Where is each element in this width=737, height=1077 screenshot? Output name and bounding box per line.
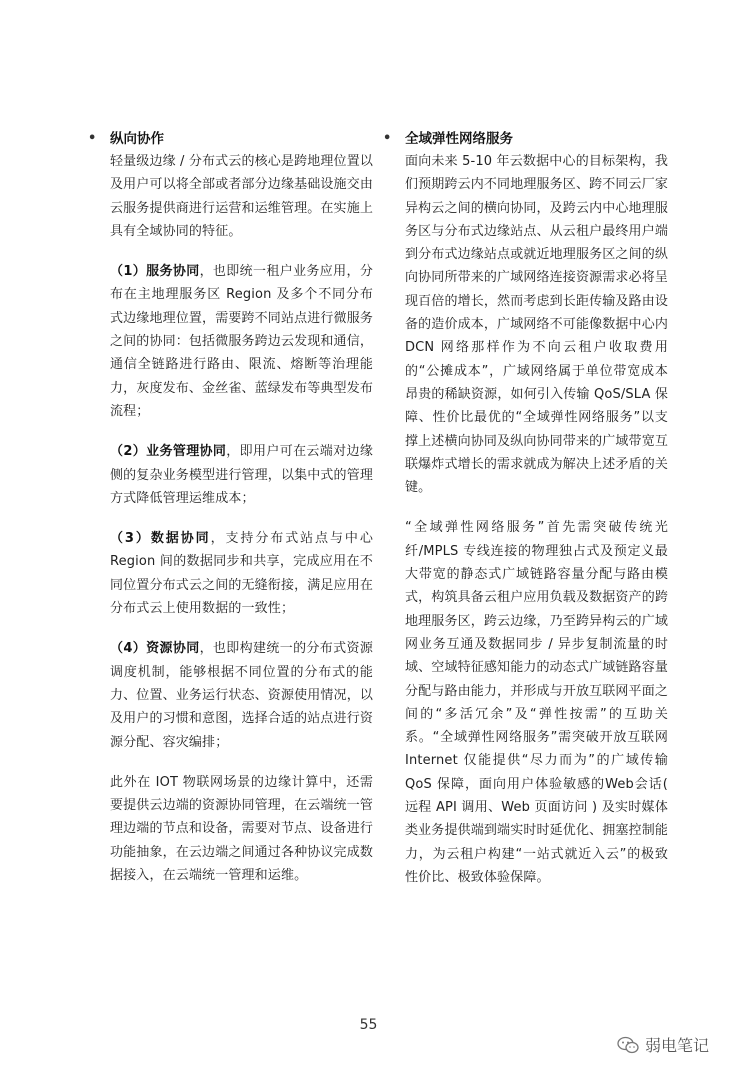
- item-resource-collab: [110, 637, 373, 753]
- bullet: •: [383, 131, 392, 146]
- heading-text: 全域弹性网络服务: [405, 131, 513, 147]
- item-text: ，即用户可在云端对边缘侧的复杂业务模型进行管理，以集中式的管理方式降低管理运维成本；: [110, 444, 374, 506]
- bullet: •: [88, 131, 97, 146]
- section-heading-vertical-collab: [88, 128, 373, 150]
- item-text: ，也即统一租户业务应用，分布在主地理服务区 Region 及多个不同分布式边缘地理位置，需要跨不同站点进行微服务之间的协同：包括微服务跨边云发现和通信，通信全链路进行路由、限流、熔断等治理能力，灰度发布、金丝雀、蓝绿发布等典型发布流程；: [110, 264, 374, 419]
- right-column: [383, 128, 668, 889]
- item-number: （4）: [110, 641, 147, 657]
- item-title: 服务协同: [146, 264, 200, 280]
- item-title: 资源协同: [146, 641, 200, 657]
- item-title: 数据协同: [150, 531, 211, 547]
- item-business-mgmt-collab: [110, 440, 373, 510]
- elastic-network-paragraph-1: 面向未来 5-10 年云数据中心的目标架构，我们预期跨云内不同地理服务区、跨不同云厂家异构云之间的横向协同，及跨云内中心地理服务区与分布式边缘站点、从云租户最终用户端到分布式边缘站点或就近地理服务区之间的纵向协同所带来的广域网络连接资源需求必将呈现百倍的增长，然而考虑到长距传输及路由设备的造价成本，广域网络不可能像数据中心内 DCN 网络那样作为不向云租户收取费用的“公摊成本”，广域网络属于单位带宽成本昂贵的稀缺资源，如何引入传输 QoS/SLA 保障、性价比最优的“全域弹性网络服务”以支撑上述横向协同及纵向协同带来的广域带宽互联爆炸式增长的需求就成为解决上述矛盾的关键。: [405, 154, 669, 496]
- item-text: ，也即构建统一的分布式资源调度机制，能够根据不同位置的分布式的能力、位置、业务运行状态、资源使用情况，以及用户的习惯和意图，选择合适的站点进行资源分配、容灾编排；: [110, 641, 374, 750]
- watermark-text: 弱电笔记: [645, 1036, 710, 1055]
- item-title: 业务管理协同: [146, 444, 227, 460]
- page-number: 55: [359, 1017, 378, 1033]
- intro-paragraph: 轻量级边缘 / 分布式云的核心是跨地理位置以及用户可以将全部或者部分边缘基础设施交由云服务提供商进行运营和运维管理。在实施上具有全域协同的特征。: [110, 154, 374, 239]
- wechat-icon: [617, 1036, 639, 1054]
- watermark: [617, 1033, 709, 1056]
- left-column: [88, 128, 373, 887]
- item-number: （1）: [110, 264, 147, 280]
- item-number: （3）: [110, 531, 151, 547]
- item-number: （2）: [110, 444, 147, 460]
- item-service-collab: [110, 260, 373, 423]
- closing-paragraph: 此外在 IOT 物联网场景的边缘计算中，还需要提供云边端的资源协同管理，在云端统一管理边端的节点和设备，需要对节点、设备进行功能抽象，在云边端之间通过各种协议完成数据接入，在云端统一管理和运维。: [110, 774, 374, 884]
- section-heading-elastic-network: [383, 128, 668, 150]
- item-data-collab: [110, 527, 373, 620]
- heading-text: 纵向协作: [110, 131, 164, 147]
- item-text: ，支持分布式站点与中心 Region 间的数据同步和共享，完成应用在不同位置分布式云之间的无缝衔接，满足应用在分布式云上使用数据的一致性；: [110, 531, 374, 617]
- elastic-network-paragraph-2: “全域弹性网络服务”首先需突破传统光纤/MPLS 专线连接的物理独占式及预定义最大带宽的静态式广域链路容量分配与路由模式，构筑具备云租户应用负载及数据资产的跨地理服务区，跨云边缘，乃至跨异构云的广域网业务互通及数据同步 / 异步复制流量的时域、空域特征感知能力的动态式广域链路容量分配与路由能力，并形成与开放互联网平面之间的“多活冗余”及“弹性按需”的互助关系。“全域弹性网络服务”需突破开放互联网 Internet 仅能提供“尽力而为”的广域传输 QoS 保障，面向用户体验敏感的Web会话( 远程 API 调用、Web 页面访问 ) 及实时媒体类业务提供端到端实时时延优化、拥塞控制能力，为云租户构建“一站式就近入云”的极致性价比、极致体验保障。: [405, 520, 669, 885]
